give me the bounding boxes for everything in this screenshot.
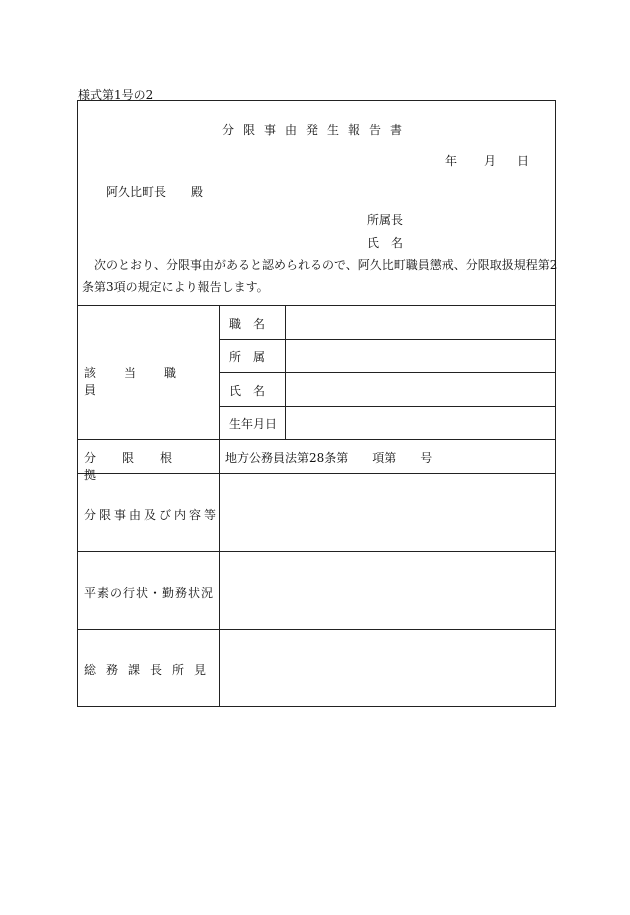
employee-group-label: 該当職員	[84, 366, 205, 397]
conduct-label: 平素の行状・勤務状況	[84, 586, 215, 600]
opinion-value[interactable]	[220, 630, 555, 706]
reason-value[interactable]	[220, 474, 555, 551]
report-title: 分限事由発生報告書	[221, 123, 411, 137]
field-name-label: 氏 名	[229, 384, 266, 398]
addressee: 阿久比町長	[106, 185, 167, 199]
date-month-label: 月	[484, 154, 497, 168]
honorific: 殿	[191, 185, 204, 199]
sender-affiliation-label: 所属長	[367, 213, 404, 227]
field-name-value[interactable]	[286, 373, 555, 406]
field-position-value[interactable]	[286, 306, 555, 339]
form-number: 様式第1号の2	[78, 88, 154, 102]
report-form	[77, 100, 556, 707]
body-text-line-2: 条第3項の規定により報告します。	[82, 280, 269, 294]
field-affiliation-label: 所 属	[229, 350, 266, 364]
date-day-label: 日	[517, 154, 530, 168]
sender-name-label: 氏 名	[367, 236, 404, 250]
body-text-line-1: 次のとおり、分限事由があると認められるので、阿久比町職員懲戒、分限取扱規程第2	[94, 258, 558, 272]
opinion-label: 総務課長所見	[84, 663, 217, 677]
field-birthdate-value[interactable]	[286, 407, 555, 439]
field-birthdate-label: 生年月日	[229, 417, 278, 431]
reason-label: 分限事由及び内容等	[84, 508, 220, 522]
conduct-value[interactable]	[220, 552, 555, 629]
basis-value: 地方公務員法第28条第 項第 号	[225, 451, 433, 465]
basis-label: 分限根拠	[84, 451, 199, 482]
field-position-label: 職 名	[229, 317, 266, 331]
date-year-label: 年	[445, 154, 458, 168]
divider-employee	[78, 439, 555, 440]
field-affiliation-value[interactable]	[286, 340, 555, 372]
